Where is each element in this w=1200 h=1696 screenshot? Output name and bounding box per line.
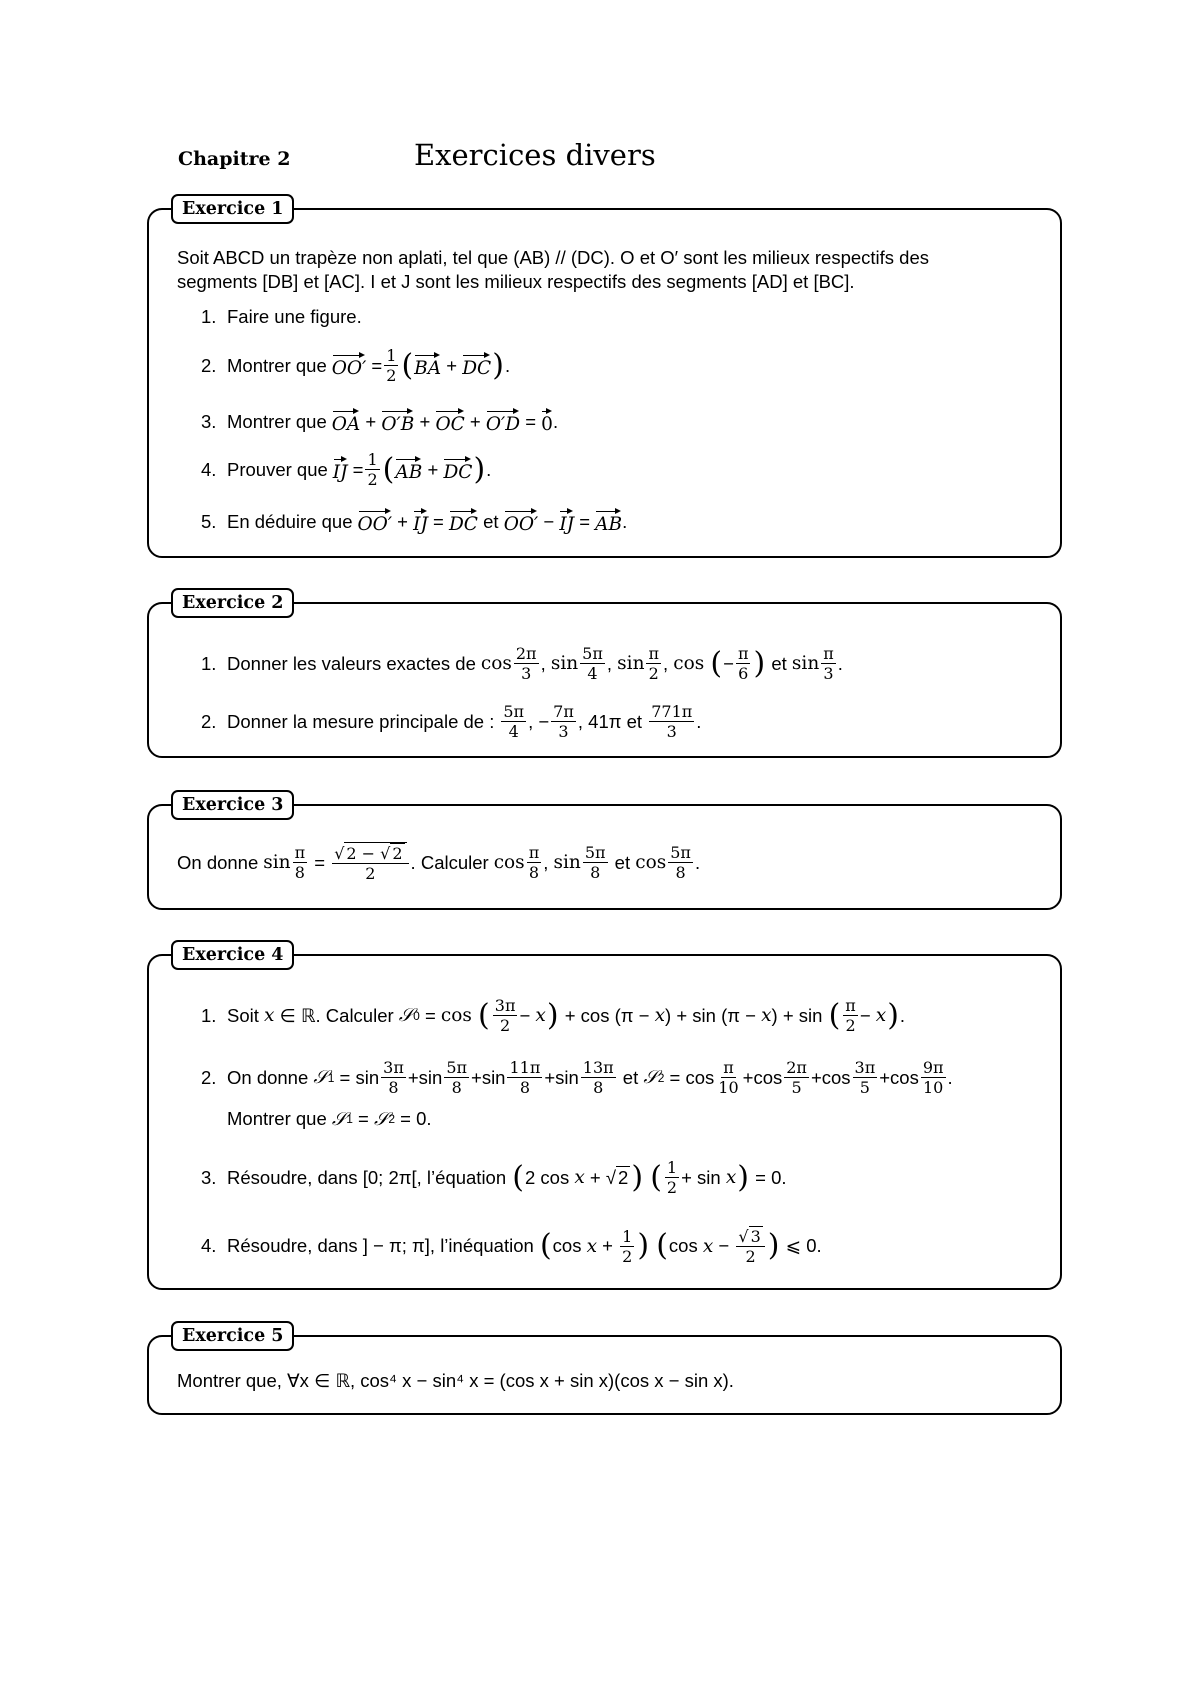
exercise-1-intro-line1: Soit ABCD un trapèze non aplati, tel que (AB) // (DC). O et O′ sont les milieux respectifs des <box>177 247 930 268</box>
exercise-5-tab: Exercice 5 <box>171 1321 294 1351</box>
exercise-2-tab: Exercice 2 <box>171 588 294 618</box>
exercise-3-text: On donne sin $\frac{\pi}{8}$ = $\frac{√ 2 - √ 2}{2}$ . Calculer cos $\frac{\pi}{8}$ , sin $\frac{5\pi}{8}$ et cos $\frac{5\pi}{8}$ . <box>177 843 701 883</box>
exercise-4-tab: Exercice 4 <box>171 940 294 970</box>
exercise-4-item-2: 2. On donne 𝒮 1 = sin $\frac{3\pi}{8}$ +sin $\frac{5\pi}{8}$ +sin $\frac{11\pi}{8}$ +sin $\frac{13\pi}{8}$ et 𝒮 2 = cos $\frac{\pi}{10}$ +cos $\frac{2\pi}{5}$ +cos $\frac{3\pi}{5}$ +cos $\frac{9\pi}{10}$ . <box>201 1058 953 1097</box>
exercise-1-item-3: 3. Montrer que OA + O′B + OC + O′D = 0 . <box>201 408 558 435</box>
exercise-4-item-4: 4. Résoudre, dans ] − π; π], l’inéquation ( cos x + $\frac{1}{2}$ ) ( cos x − $\frac{√ 3}{2}$ ) ⩽ 0. <box>201 1226 822 1266</box>
exercise-1-box <box>147 199 1062 558</box>
exercise-1-intro-line2: segments [DB] et [AC]. I et J sont les milieux respectifs des segments [AD] et [BC]. <box>177 271 855 292</box>
chapter-label: Chapitre 2 <box>178 148 291 170</box>
exercise-4-item-1: 1. Soit x ∈ ℝ. Calculer 𝒮 0 = cos ( $\frac{3\pi}{2}$ − x ) + cos (π − x ) + sin (π − x ) + sin ( $\frac{\pi}{2}$ − x ) . <box>201 996 906 1035</box>
exercise-4-box <box>147 945 1062 1290</box>
exercise-2-item-1: 1. Donner les valeurs exactes de cos $\frac{2\pi}{3}$ , sin $\frac{5\pi}{4}$ , sin $\frac{\pi}{2}$ , cos ( − $\frac{\pi}{6}$ ) et sin $\frac{\pi}{3}$ . <box>201 644 843 683</box>
exercise-1-item-4: 4. Prouver que IJ = $\frac{1}{2}$ ( AB + DC ) . <box>201 450 492 489</box>
exercise-3-tab: Exercice 3 <box>171 790 294 820</box>
exercise-1-item-2: 2. Montrer que OO′ = $\frac{1}{2}$ ( BA + DC ) . <box>201 346 511 385</box>
page-title: Exercices divers <box>414 138 656 172</box>
exercise-2-box <box>147 593 1062 758</box>
exercise-4-item-2-continued: Montrer que 𝒮 1 = 𝒮 2 = 0. <box>227 1108 432 1130</box>
exercise-2-item-2: 2. Donner la mesure principale de : $\frac{5\pi}{4}$ , − $\frac{7\pi}{3}$ , 41π et $\frac{771\pi}{3}$ . <box>201 702 702 741</box>
exercise-4-item-3: 3. Résoudre, dans [0; 2π[, l’équation ( 2 cos x + √ 2 ) ( $\frac{1}{2}$ + sin x ) = 0. <box>201 1158 787 1197</box>
exercise-5-box <box>147 1326 1062 1415</box>
exercise-1-item-5: 5. En déduire que OO′ + IJ = DC et OO′ − IJ = AB . <box>201 508 627 535</box>
exercise-5-text: Montrer que, ∀x ∈ ℝ, cos⁴ x − sin⁴ x = (cos x + sin x)(cos x − sin x). <box>177 1370 734 1391</box>
exercise-3-box <box>147 795 1062 910</box>
exercise-1-tab: Exercice 1 <box>171 194 294 224</box>
exercise-1-item-1: 1. Faire une figure. <box>201 306 362 327</box>
